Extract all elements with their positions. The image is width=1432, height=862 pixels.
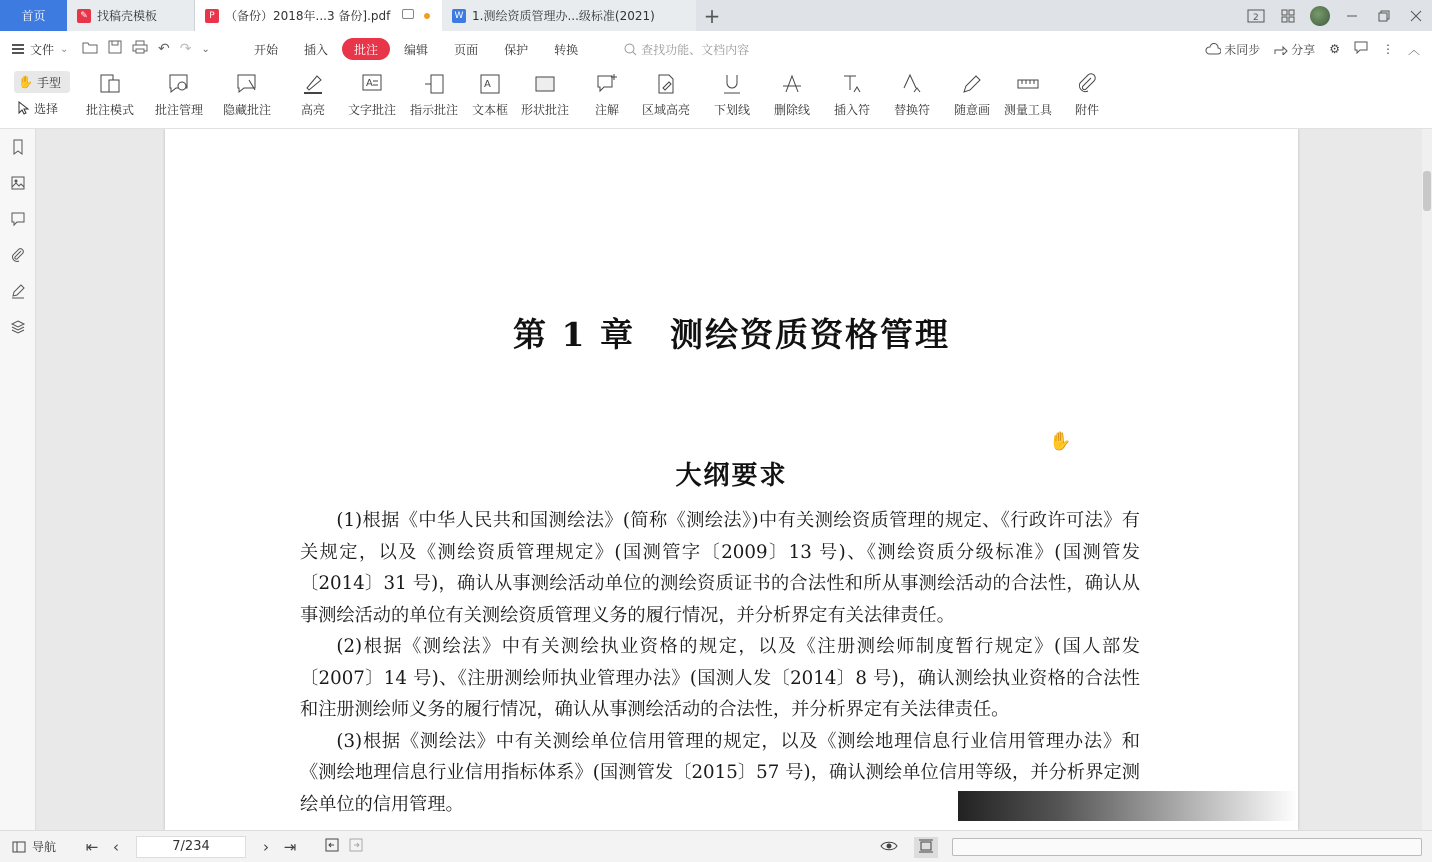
paperclip-icon <box>1074 71 1100 97</box>
text-annotation-label: 文字批注 <box>348 103 397 117</box>
page-number-input[interactable] <box>136 836 246 858</box>
svg-text:A: A <box>484 79 491 90</box>
status-bar <box>0 830 1432 862</box>
attachment-label: 附件 <box>1074 103 1099 117</box>
thumbnail-icon[interactable] <box>0 165 36 201</box>
navigation-label: 导航 <box>32 840 57 854</box>
settings-icon[interactable]: ⚙ <box>1329 42 1340 56</box>
freehand-label: 随意画 <box>954 103 991 117</box>
tab-bar <box>0 0 1432 31</box>
svg-text:2: 2 <box>1253 12 1259 23</box>
area-highlight-button[interactable] <box>642 71 690 118</box>
select-tool-button[interactable] <box>14 97 70 119</box>
measure-tool-button[interactable] <box>1004 71 1052 118</box>
open-folder-icon[interactable] <box>82 40 98 58</box>
insert-caret-label: 插入符 <box>834 103 871 117</box>
text-annotation-button[interactable] <box>348 71 396 118</box>
paragraph-2: (2)根据《测绘法》中有关测绘执业资格的规定，以及《注册测绘师制度暂行规定》(国人部发〔2007〕14 号)、《注册测绘师执业管理办法》(国测人发〔2014〕8 号)，确认测绘执业资格的合法性和注册测绘师义务的履行情况，确认从事测绘活动的合法性，并分析界定有关法律责任。 <box>300 636 1140 720</box>
next-page-icon[interactable]: › <box>263 837 269 856</box>
annotation-manage-button[interactable] <box>155 71 203 118</box>
avatar <box>1310 6 1330 26</box>
sidebar-panel-icon <box>12 841 26 853</box>
highlight-label: 高亮 <box>300 103 325 117</box>
attachments-icon[interactable] <box>0 237 36 273</box>
annotation-mode-icon <box>97 71 123 97</box>
plus-icon: + <box>703 3 721 28</box>
body-text <box>300 505 1140 820</box>
tab-template[interactable] <box>67 0 195 31</box>
annotation-mode-button[interactable] <box>86 71 134 118</box>
share-label: 分享 <box>1291 42 1316 57</box>
word-icon: W <box>452 9 466 23</box>
document-viewport[interactable] <box>37 129 1422 830</box>
print-icon[interactable] <box>132 40 148 58</box>
share-button[interactable] <box>1274 41 1315 58</box>
pdf-icon: P <box>205 9 219 23</box>
file-menu-label: 文件 <box>30 42 55 57</box>
multi-window-icon[interactable] <box>1240 0 1272 31</box>
status-right-controls <box>880 831 1432 862</box>
underline-label: 下划线 <box>714 103 751 117</box>
tab-home-label: 首页 <box>21 9 46 23</box>
text-annotation-icon <box>359 71 385 97</box>
layers-icon[interactable] <box>0 309 36 345</box>
overlay-smudge <box>958 791 1298 821</box>
back-view-icon[interactable] <box>320 838 344 856</box>
rectangle-icon <box>532 71 558 97</box>
cloud-icon <box>1205 43 1221 55</box>
menu-tab-edit[interactable]: 编辑 <box>404 42 429 57</box>
tab-pdf-document[interactable] <box>195 0 442 31</box>
hide-annotation-button[interactable] <box>223 71 271 118</box>
menu-bar <box>0 31 1432 67</box>
menu-tab-protect[interactable]: 保护 <box>504 42 529 57</box>
user-avatar[interactable] <box>1304 0 1336 31</box>
hand-tool-label: 手型 <box>36 75 61 90</box>
shape-annotation-label: 形状批注 <box>521 103 570 117</box>
file-menu[interactable] <box>0 41 82 58</box>
zoom-slider[interactable] <box>952 838 1422 856</box>
vertical-scrollbar[interactable] <box>1422 129 1432 830</box>
left-sidebar <box>0 129 36 830</box>
menu-tab-page[interactable]: 页面 <box>454 42 479 57</box>
measure-tool-label: 测量工具 <box>1004 103 1053 117</box>
navigation-toggle[interactable] <box>0 838 80 855</box>
annotation-manage-label: 批注管理 <box>155 103 204 117</box>
comments-icon[interactable] <box>0 201 36 237</box>
hide-annotation-label: 隐藏批注 <box>223 103 272 117</box>
more-icon[interactable]: ⋮ <box>1381 42 1394 56</box>
hand-tool-button[interactable] <box>14 71 70 93</box>
insert-caret-button[interactable] <box>834 71 870 118</box>
chevron-down-icon: ⌄ <box>60 43 69 55</box>
chapter-title: 第 1 章 测绘资质资格管理 <box>513 315 950 354</box>
note-icon <box>594 71 620 97</box>
replace-button[interactable] <box>894 71 930 118</box>
cursor-arrow-icon <box>18 101 30 115</box>
replace-icon <box>899 71 925 97</box>
shape-annotation-button[interactable] <box>521 71 569 118</box>
tab-template-label: 找稿壳模板 <box>97 9 158 23</box>
menu-icon <box>12 44 24 54</box>
textbox-button[interactable] <box>472 71 508 118</box>
search-icon <box>624 43 637 56</box>
scrollbar-thumb[interactable] <box>1423 171 1431 211</box>
strikethrough-label: 删除线 <box>774 103 811 117</box>
highlighter-icon <box>300 71 326 97</box>
paragraph-3: (3)根据《测绘法》中有关测绘单位信用管理的规定，以及《测绘地理信息行业信用管理办法》和《测绘地理信息行业信用指标体系》(国测管发〔2015〕57 号)，确认测绘单位信用等级，并分析界定测绘单位的信用管理。 <box>300 730 1140 815</box>
customize-icon[interactable]: ⌄ <box>201 43 210 55</box>
highlight-button[interactable] <box>300 71 326 118</box>
note-label: 注解 <box>594 103 619 117</box>
ruler-icon <box>1015 71 1041 97</box>
save-icon[interactable] <box>108 40 122 58</box>
pencil-icon <box>959 71 985 97</box>
page-indicator: 7/234 <box>172 839 210 854</box>
underline-button[interactable] <box>714 71 750 118</box>
share-icon <box>1274 43 1288 55</box>
add-tab-button[interactable] <box>696 0 728 31</box>
textbox-label: 文本框 <box>472 103 509 117</box>
cursor-mode-group <box>14 71 70 119</box>
menu-tab-start[interactable]: 开始 <box>254 42 279 57</box>
search-box[interactable] <box>624 41 749 58</box>
menu-tab-convert[interactable]: 转换 <box>554 42 579 57</box>
area-highlight-label: 区域高亮 <box>642 103 691 117</box>
template-icon: ✎ <box>77 9 91 23</box>
menu-tab-insert[interactable]: 插入 <box>304 42 329 57</box>
previous-page-icon[interactable]: ‹ <box>113 837 119 856</box>
annotation-manage-icon <box>166 71 192 97</box>
search-placeholder: 查找功能、文档内容 <box>641 42 750 57</box>
strikethrough-icon <box>779 71 805 97</box>
tab-word-document[interactable] <box>442 0 696 31</box>
paragraph-1: (1)根据《中华人民共和国测绘法》(简称《测绘法》)中有关测绘资质管理的规定、《行政许可法》有关规定，以及《测绘资质管理规定》(国测管字〔2009〕13 号)、《测绘资质分级标准》(国测管发〔2014〕31 号)，确认从事测绘活动单位的测绘资质证书的合法性和所从事测绘活动的合法性，确认从事测绘活动的单位有关测绘资质管理义务的履行情况，并分析界定有关法律责任。 <box>300 510 1140 626</box>
tab-pdf-label: （备份）2018年...3 备份].pdf <box>225 9 391 23</box>
restore-button[interactable] <box>1368 0 1400 31</box>
forward-view-icon[interactable] <box>344 838 368 856</box>
insert-caret-icon <box>839 71 865 97</box>
attachment-button[interactable] <box>1074 71 1100 118</box>
eye-protection-icon[interactable] <box>880 839 900 856</box>
pdf-page[interactable] <box>165 129 1298 830</box>
pointer-annotation-label: 指示批注 <box>410 103 459 117</box>
note-button[interactable] <box>594 71 620 118</box>
menu-tab-annotate[interactable]: 批注 <box>342 38 390 60</box>
comment-icon[interactable] <box>1354 41 1368 57</box>
textbox-icon <box>477 71 503 97</box>
single-page-view-icon[interactable] <box>914 837 938 858</box>
collapse-ribbon-icon[interactable]: ︿ <box>1407 42 1420 57</box>
replace-label: 替换符 <box>894 103 931 117</box>
tab-home[interactable] <box>0 0 67 31</box>
screen-icon[interactable] <box>402 9 414 19</box>
close-button[interactable] <box>1400 0 1432 31</box>
hand-icon: ✋ <box>18 75 33 89</box>
annotation-ribbon <box>0 67 1432 129</box>
sync-button[interactable] <box>1205 41 1260 58</box>
area-highlight-icon <box>653 71 679 97</box>
quick-access-toolbar <box>82 40 242 58</box>
menu-right-actions <box>1205 31 1420 67</box>
undo-icon[interactable]: ↶ <box>158 41 170 57</box>
minimize-button[interactable] <box>1336 0 1368 31</box>
section-title: 大纲要求 <box>675 461 788 491</box>
redo-icon[interactable]: ↷ <box>179 41 192 57</box>
unsaved-indicator <box>424 13 430 19</box>
hide-annotation-icon <box>234 71 260 97</box>
strikethrough-button[interactable] <box>774 71 810 118</box>
sync-label: 未同步 <box>1224 42 1261 57</box>
svg-text:A: A <box>366 78 373 89</box>
hand-cursor-icon: ✋ <box>1049 431 1072 452</box>
window-controls <box>1240 0 1432 31</box>
annotation-mode-label: 批注模式 <box>86 103 135 117</box>
underline-icon <box>719 71 745 97</box>
apps-grid-icon[interactable] <box>1272 0 1304 31</box>
last-page-icon[interactable]: ⇥ <box>283 837 297 856</box>
signature-icon[interactable] <box>0 273 36 309</box>
first-page-icon[interactable]: ⇤ <box>85 837 99 856</box>
select-tool-label: 选择 <box>34 101 59 116</box>
freehand-button[interactable] <box>954 71 990 118</box>
bookmark-icon[interactable] <box>0 129 36 165</box>
pointer-annotation-button[interactable] <box>410 71 458 118</box>
menu-tabs <box>242 38 592 60</box>
pointer-annotation-icon <box>421 71 447 97</box>
tab-word-label: 1.测绘资质管理办...级标准(2021) <box>472 9 655 23</box>
